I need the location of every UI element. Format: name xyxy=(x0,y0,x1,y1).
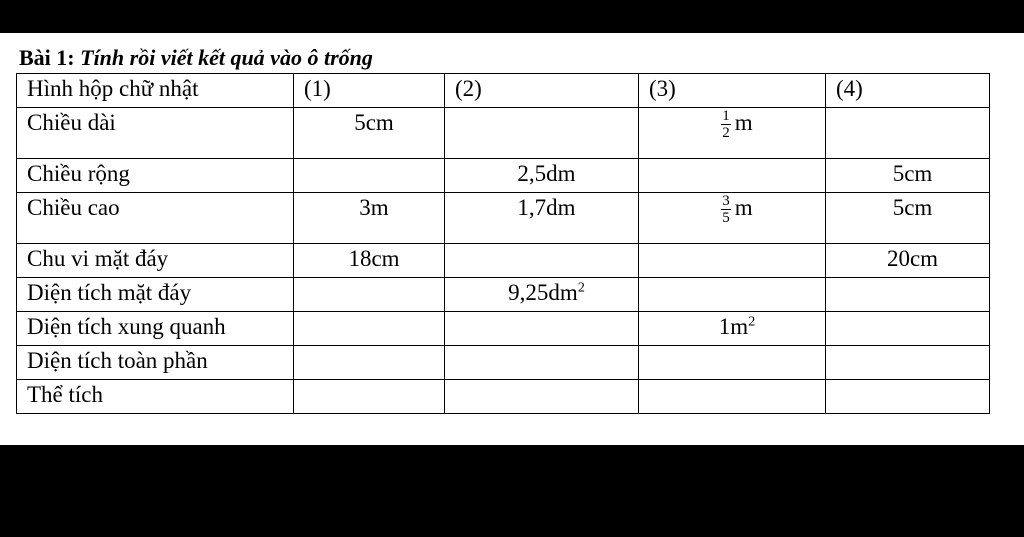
row-label-length: Chiều dài xyxy=(17,108,294,159)
table-row xyxy=(17,108,990,159)
value: 9,25dm xyxy=(508,280,578,305)
row-label-height: Chiều cao xyxy=(17,193,294,244)
cell-volume-2 xyxy=(445,380,639,414)
header-row xyxy=(17,74,990,108)
cell-lateral-area-1 xyxy=(294,312,445,346)
header-shape: Hình hộp chữ nhật xyxy=(17,74,294,108)
header-col-3: (3) xyxy=(639,74,826,108)
table-row xyxy=(17,346,990,380)
cell-lateral-area-4 xyxy=(826,312,990,346)
rectangular-box-table xyxy=(16,73,990,414)
cell-length-3 xyxy=(639,108,826,159)
cell-length-2 xyxy=(445,108,639,159)
unit: m xyxy=(734,195,753,220)
cell-perimeter-3 xyxy=(639,244,826,278)
cell-base-area-2 xyxy=(445,278,639,312)
cell-volume-1 xyxy=(294,380,445,414)
cell-volume-4 xyxy=(826,380,990,414)
worksheet-page xyxy=(0,33,1024,445)
cell-height-1: 3m xyxy=(294,193,445,244)
header-col-2: (2) xyxy=(445,74,639,108)
cell-lateral-area-3 xyxy=(639,312,826,346)
value: 1m xyxy=(718,314,749,339)
cell-total-area-4 xyxy=(826,346,990,380)
header-col-4: (4) xyxy=(826,74,990,108)
cell-base-area-4 xyxy=(826,278,990,312)
table-row xyxy=(17,380,990,414)
cell-perimeter-1: 18cm xyxy=(294,244,445,278)
fraction-denominator: 2 xyxy=(722,125,730,142)
cell-base-area-3 xyxy=(639,278,826,312)
cell-length-4 xyxy=(826,108,990,159)
row-label-base-area: Diện tích mặt đáy xyxy=(17,278,294,312)
table-row xyxy=(17,159,990,193)
exponent: 2 xyxy=(577,280,585,296)
header-col-1: (1) xyxy=(294,74,445,108)
cell-base-area-1 xyxy=(294,278,445,312)
cell-width-2: 2,5dm xyxy=(445,159,639,193)
cell-length-1: 5cm xyxy=(294,108,445,159)
exponent: 2 xyxy=(748,314,756,330)
table-row xyxy=(17,244,990,278)
cell-height-4: 5cm xyxy=(826,193,990,244)
fraction xyxy=(721,108,731,141)
cell-width-3 xyxy=(639,159,826,193)
row-label-volume: Thể tích xyxy=(17,380,294,414)
cell-perimeter-2 xyxy=(445,244,639,278)
cell-total-area-1 xyxy=(294,346,445,380)
unit: m xyxy=(734,110,753,135)
fraction-numerator: 1 xyxy=(722,108,730,125)
cell-total-area-3 xyxy=(639,346,826,380)
row-label-width: Chiều rộng xyxy=(17,159,294,193)
fraction-denominator: 5 xyxy=(722,210,730,227)
table-row xyxy=(17,312,990,346)
cell-width-4: 5cm xyxy=(826,159,990,193)
cell-height-3 xyxy=(639,193,826,244)
exercise-number: Bài 1: xyxy=(19,45,75,70)
fraction-numerator: 3 xyxy=(722,193,730,210)
cell-perimeter-4: 20cm xyxy=(826,244,990,278)
cell-width-1 xyxy=(294,159,445,193)
row-label-base-perimeter: Chu vi mặt đáy xyxy=(17,244,294,278)
cell-lateral-area-2 xyxy=(445,312,639,346)
cell-volume-3 xyxy=(639,380,826,414)
fraction xyxy=(721,193,731,226)
exercise-title xyxy=(19,45,373,71)
table-row xyxy=(17,193,990,244)
table-row xyxy=(17,278,990,312)
row-label-lateral-area: Diện tích xung quanh xyxy=(17,312,294,346)
cell-total-area-2 xyxy=(445,346,639,380)
row-label-total-area: Diện tích toàn phần xyxy=(17,346,294,380)
cell-height-2: 1,7dm xyxy=(445,193,639,244)
exercise-instruction: Tính rồi viết kết quả vào ô trống xyxy=(80,45,373,70)
